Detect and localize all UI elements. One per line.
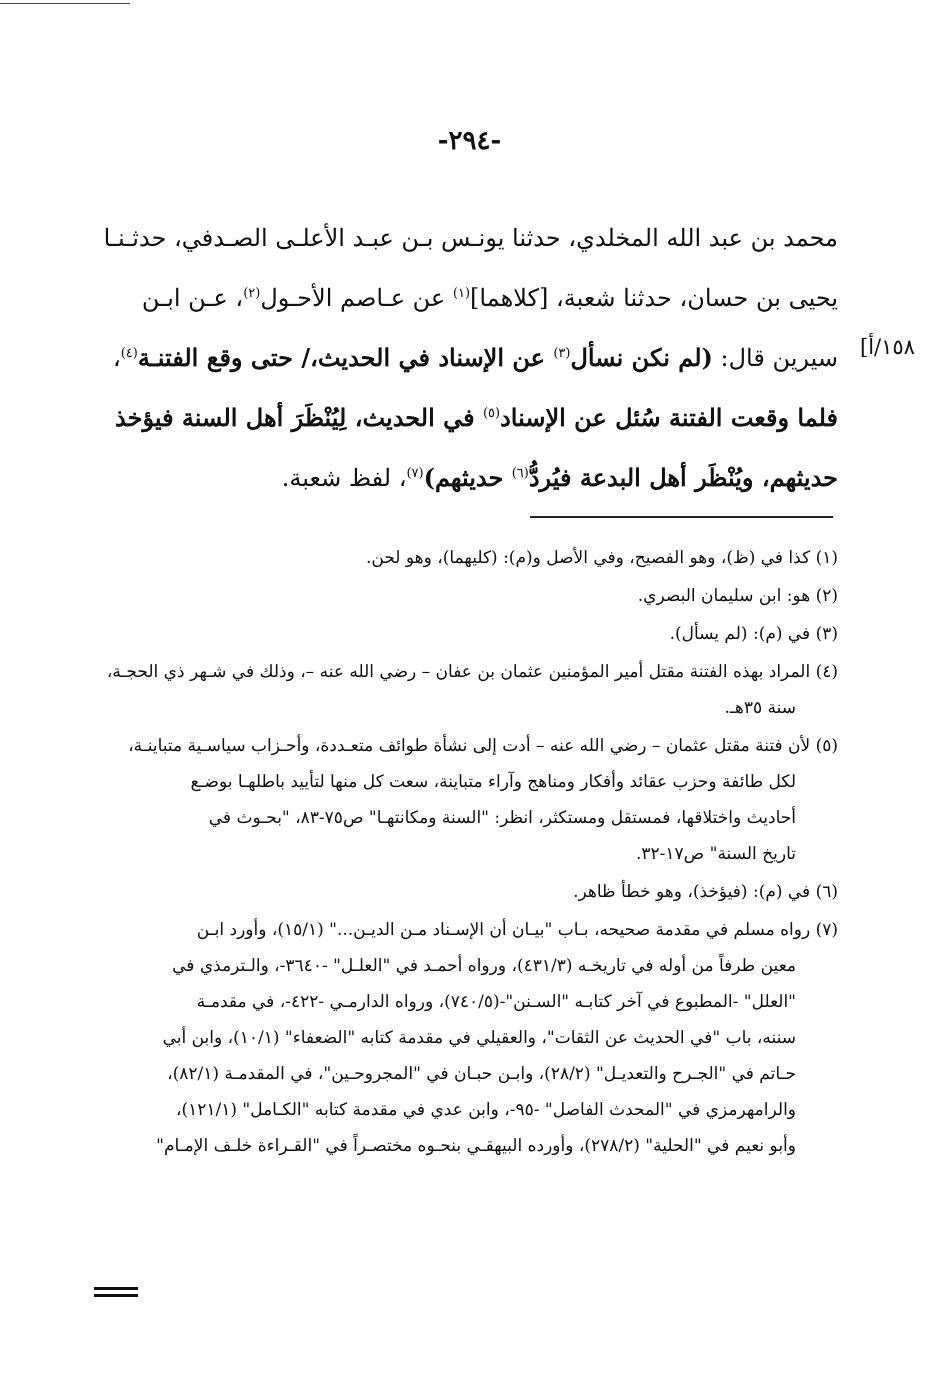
main-line bbox=[82, 448, 838, 508]
page-number: -٢٩٤- bbox=[437, 126, 502, 156]
footnote-ref: (٣) bbox=[553, 346, 571, 361]
footnote-7 bbox=[86, 912, 838, 1164]
continuation-bar bbox=[94, 1294, 138, 1297]
footnote-ref: (٢) bbox=[243, 286, 261, 301]
footnote-line: (٤) المراد بهذه الفتنة مقتل أمير المؤمنين عثمان بن عفان – رضي الله عنه –، وذلك في شـهر ذي الحجـة، bbox=[106, 662, 838, 682]
footnote-ref: (٤) bbox=[120, 346, 138, 361]
footnote-line: سنة ٣٥هـ. bbox=[724, 698, 796, 718]
text-segment: سيرين قال: bbox=[712, 344, 838, 372]
footnote-line: معين طرفاً من أوله في تاريخـه (٤٣١/٣)، ورواه أحمـد في "العلـل" -٣٦٤٠-، والـترمذي في bbox=[172, 956, 796, 976]
text-segment: عن عـاصم الأحـول bbox=[260, 284, 453, 312]
hadith-text: (لم نكن نسأل bbox=[570, 343, 713, 372]
footnote-line: لكل طائفة وحزب عقائد وأفكار ومناهج وآراء متباينة، سعت كل منها لتأييد باطلهـا بوضـع bbox=[190, 772, 796, 792]
margin-folio-note: ١٥٨/أ] bbox=[860, 335, 915, 359]
main-line bbox=[82, 268, 838, 328]
main-text bbox=[82, 208, 838, 508]
footnotes bbox=[86, 540, 838, 1166]
hadith-text: عن الإسناد في الحديث،/ حتى وقع الفتنـة bbox=[137, 343, 554, 372]
footnote-separator bbox=[530, 516, 833, 518]
footnote-1: (١) كذا في (ظ)، وهو الفصيح، وفي الأصل و(م): (كليهما)، وهو لحن. bbox=[365, 548, 838, 568]
continuation-mark bbox=[94, 1283, 138, 1301]
hadith-text: في الحديث، لِيُنْظَرَ أهل السنة فيؤخذ bbox=[115, 403, 483, 432]
footnote-line: "العلل" -المطبوع في آخر كتابـه "السـنن"-(٧٤٠/٥)، ورواه الدارمـي -٤٢٢-، في مقدمـة bbox=[196, 992, 796, 1012]
footnote-3: (٣) في (م): (لم يسأل). bbox=[669, 624, 838, 644]
top-rule bbox=[0, 3, 130, 4]
footnote-line: (٧) رواه مسلم في مقدمة صحيحه، بـاب "بيـان أن الإسـناد مـن الديـن..." (١٥/١)، وأورد ابـن bbox=[196, 920, 838, 940]
footnote-4 bbox=[86, 654, 838, 726]
text-segment: ، لفظ شعبة. bbox=[281, 464, 407, 492]
footnote-line: حـاتم في "الجـرح والتعديـل" (٢٨/٢)، وابـن حبـان في "المجروحـين"، في المقدمـة (٨٢/١)، bbox=[167, 1064, 796, 1084]
footnote-ref: (٥) bbox=[482, 406, 501, 421]
footnote-ref: (٧) bbox=[406, 466, 424, 481]
text-segment: يحيى بن حسان، حدثنا شعبة، [كلاهما] bbox=[470, 284, 838, 312]
footnote-line: وأبو نعيم في "الحلية" (٢٧٨/٢)، وأورده البيهقـي بنحـوه مختصـراً في "القـراءة خلـف الإمـام" bbox=[156, 1136, 796, 1156]
text-segment: ، bbox=[112, 344, 121, 372]
hadith-text: فلما وقعت الفتنة سُئل عن الإسناد bbox=[500, 403, 838, 432]
footnote-5 bbox=[86, 728, 838, 872]
text-segment: محمد بن عبد الله المخلدي، حدثنا يونـس بـن عبـد الأعلـى الصـدفي، حدثـنـا bbox=[103, 224, 838, 252]
continuation-bar bbox=[94, 1287, 138, 1290]
hadith-text: حديثهم) bbox=[423, 463, 512, 492]
footnote-line: والرامهرمزي في "المحدث الفاصل" -٩٥-، وابن عدي في مقدمة كتابه "الكـامل" (١٢١/١)، bbox=[175, 1100, 796, 1120]
main-line bbox=[82, 208, 838, 268]
hadith-text: حديثهم، ويُنْظَر أهل البدعة فيُردُّ bbox=[528, 463, 838, 492]
text-segment: ، عـن ابـن bbox=[141, 284, 244, 312]
footnote-ref: (٦) bbox=[511, 466, 529, 481]
main-line bbox=[82, 388, 838, 448]
footnote-line: أحاديث واختلاقها، فمستقل ومستكثر، انظر: "السنة ومكانتهـا" ص٧٥-٨٣، "بحـوث في bbox=[208, 808, 796, 828]
footnote-6: (٦) في (م): (فيؤخذ)، وهو خطأ ظاهر. bbox=[573, 882, 838, 902]
main-line bbox=[82, 328, 838, 388]
footnote-ref: (١) bbox=[452, 286, 471, 301]
footnote-line: سننه، باب "في الحديث عن الثقات"، والعقيلي في مقدمة كتابه "الضعفاء" (١٠/١)، وابن أبي bbox=[162, 1028, 796, 1048]
footnote-2: (٢) هو: ابن سليمان البصري. bbox=[637, 586, 838, 606]
footnote-line: تاريخ السنة" ص١٧-٣٢. bbox=[635, 844, 796, 864]
footnote-line: (٥) لأن فتنة مقتل عثمان – رضي الله عنه – أدت إلى نشأة طوائف متعـددة، وأحـزاب سياسـية متباينـة، bbox=[128, 736, 838, 756]
